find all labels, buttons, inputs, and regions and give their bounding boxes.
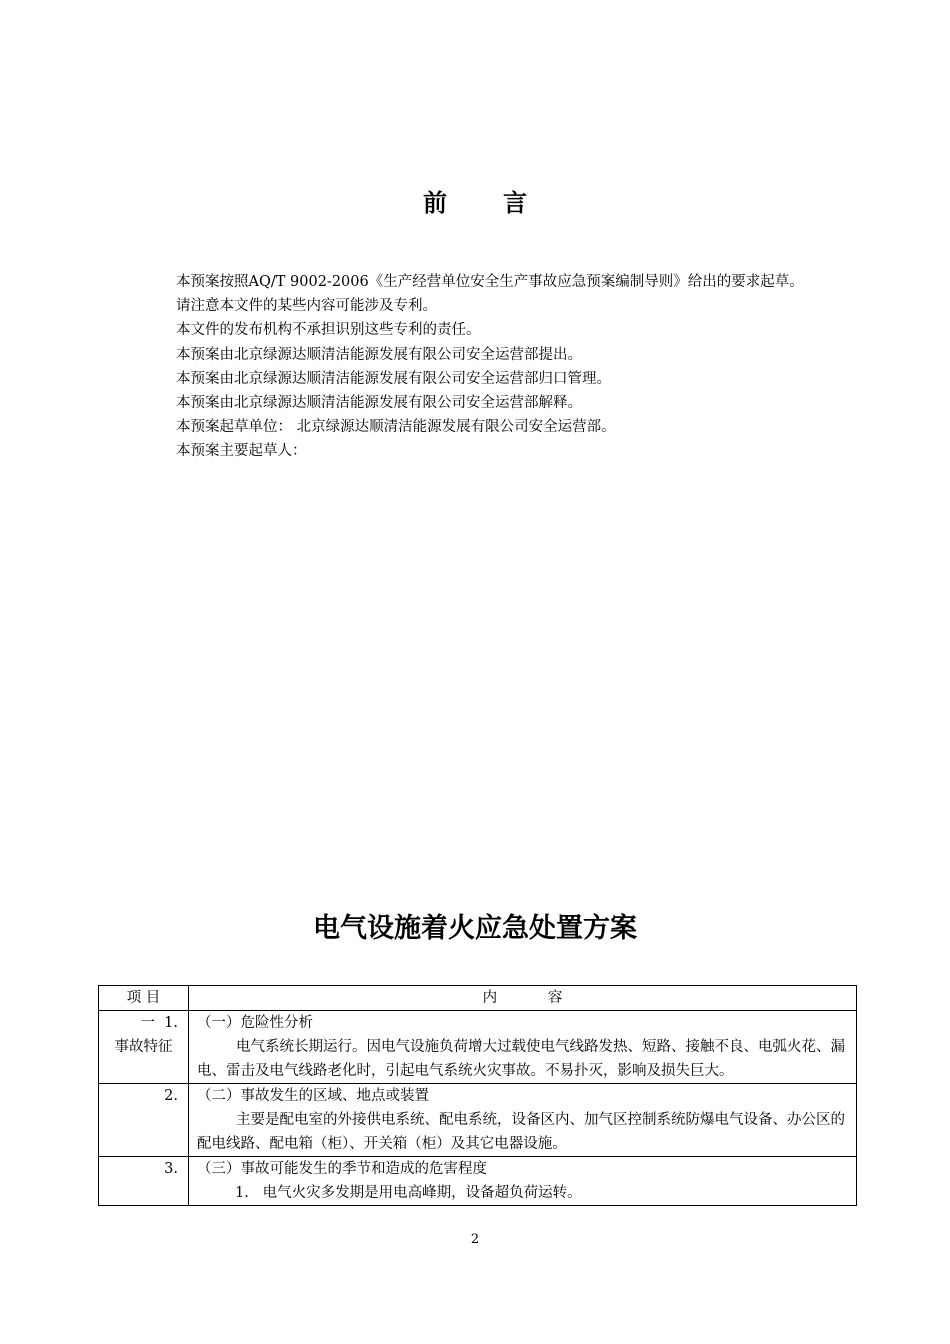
row-label [99, 1011, 189, 1084]
preface-title-char-1: 前 [423, 189, 447, 217]
plan-title: 电气设施着火应急处置方案 [313, 913, 637, 944]
row-content [189, 1084, 857, 1157]
preface-paragraph: 本预案由北京绿源达顺清洁能源发展有限公司安全运营部归口管理。 [176, 370, 611, 387]
preface-paragraph: 本预案由北京绿源达顺清洁能源发展有限公司安全运营部解释。 [176, 395, 582, 412]
table-row [99, 1084, 857, 1157]
plan-table [98, 985, 857, 1206]
preface-paragraph: 本预案主要起草人： [176, 443, 307, 460]
table-row [99, 1157, 857, 1206]
preface-title [0, 183, 950, 218]
row-number: 3. [99, 1157, 189, 1206]
row-body: 1. 电气火灾多发期是用电高峰期，设备超负荷运转。 [235, 1185, 582, 1201]
preface-body [143, 270, 823, 464]
row-number: 2. [99, 1084, 189, 1157]
preface-paragraph: 请注意本文件的某些内容可能涉及专利。 [176, 298, 437, 315]
table-header-row [99, 986, 857, 1011]
row-heading: （一）危险性分析 [197, 1015, 313, 1031]
preface-paragraph: 本预案按照AQ/T 9002-2006《生产经营单位安全生产事故应急预案编制导则》给出的要求起草。 [176, 274, 804, 290]
row-number: 一 1. [140, 1015, 178, 1031]
row-heading: （三）事故可能发生的季节和造成的危害程度 [197, 1161, 487, 1177]
page-number: 2 [470, 1232, 480, 1247]
preface-paragraph: 本预案起草单位： 北京绿源达顺清洁能源发展有限公司安全运营部。 [176, 419, 616, 436]
row-heading: （二）事故发生的区域、地点或装置 [197, 1088, 429, 1104]
preface-paragraph: 本预案由北京绿源达顺清洁能源发展有限公司安全运营部提出。 [176, 346, 582, 363]
header-item: 项 目 [99, 986, 189, 1011]
preface-paragraph: 本文件的发布机构不承担识别这些专利的责任。 [176, 322, 481, 339]
row-body: 电气系统长期运行。因电气设施负荷增大过载使电气线路发热、短路、接触不良、电弧火花、漏电、雷击及电气线路老化时，引起电气系统火灾事故。不易扑灭，影响及损失巨大。 [197, 1039, 845, 1079]
row-category: 事故特征 [114, 1039, 173, 1055]
header-content: 内 容 [189, 986, 857, 1011]
table-row [99, 1011, 857, 1084]
row-content [189, 1157, 857, 1206]
preface-title-char-2: 言 [503, 189, 527, 217]
row-content [189, 1011, 857, 1084]
row-body: 主要是配电室的外接供电系统、配电系统，设备区内、加气区控制系统防爆电气设备、办公区的配电线路、配电箱（柜）、开关箱（柜）及其它电器设施。 [197, 1112, 845, 1152]
